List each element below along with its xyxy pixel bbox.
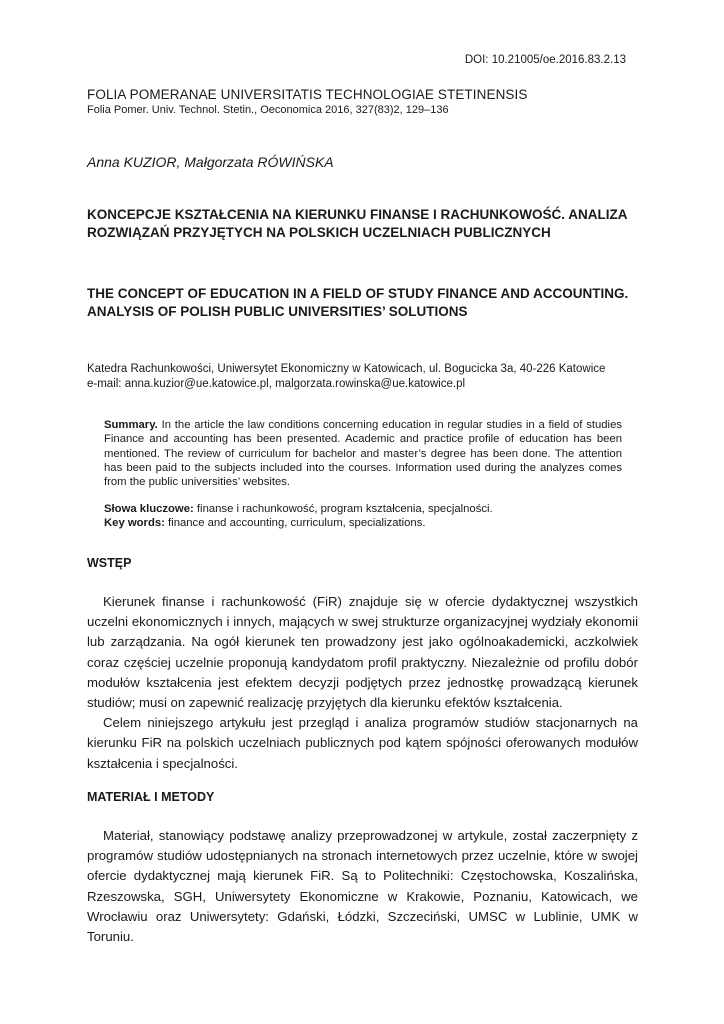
section-methods-body [87,826,638,947]
section-intro-body [87,592,638,774]
summary-label: Summary. [104,419,158,431]
keywords-english-label: Key words: [104,517,165,530]
methods-paragraph-1: Materiał, stanowiący podstawę analizy przeprowadzonej w artykule, został zaczerpnięty z programów studiów udostępnianych na stronach internetowych przez uczelnie, które w swojej ofercie dydaktycznej mają kierunek FiR. Są to Politechniki: Częstochowska, Koszalińska, Rzeszowska, SGH, Uniwersytety Ekonomiczne w Krakowie, Poznaniu, Katowicach, we Wrocławiu oraz Uniwersytety: Gdański, Łódzki, Szczeciński, UMSC w Lublinie, UMK w Toruniu. [87,828,638,945]
keywords-polish-label: Słowa kluczowe: [104,503,194,515]
summary [104,418,622,489]
section-heading-intro: WSTĘP [87,556,132,570]
intro-paragraph-1: Kierunek finanse i rachunkowość (FiR) znajduje się w ofercie dydaktycznej wszystkich uczelni ekonomicznych i innych, mających w swej strukturze organizacyjnej wydziały ekonomii lub zarządzania. Na ogół kierunek ten prowadzony jest jako ogólnoakademicki, aczkolwiek coraz częściej uczelnie proponują kandydatom profil praktyczny. Niezależnie od profilu dobór modułów kształcenia jest efektem decyzji podjętych przez jednostkę prowadzącą kierunek studiów; musi on zapewnić realizację przyjętych dla kierunku efektów kształcenia. [87,594,638,711]
keywords-english-text: finance and accounting, curriculum, specializations. [164,517,426,530]
affiliation-email: e-mail: anna.kuzior@ue.katowice.pl, malgorzata.rowinska@ue.katowice.pl [87,377,466,390]
journal-header [87,86,647,118]
affiliation [87,362,647,391]
authors: Anna KUZIOR, Małgorzata RÓWIŃSKA [87,154,334,170]
doi: DOI: 10.21005/oe.2016.83.2.13 [464,54,626,66]
journal-title: FOLIA POMERANAE UNIVERSITATIS TECHNOLOGIAE STETINENSIS [87,87,528,102]
title-polish: KONCEPCJE KSZTAŁCENIA NA KIERUNKU FINANSE I RACHUNKOWOŚĆ. ANALIZA ROZWIĄZAŃ PRZYJĘTYCH NA POLSKICH UCZELNIACH PUBLICZNYCH [87,207,627,240]
keywords [104,502,622,531]
title-english: THE CONCEPT OF EDUCATION IN A FIELD OF STUDY FINANCE AND ACCOUNTING. ANALYSIS OF POLISH PUBLIC UNIVERSITIES’ SOLUTIONS [87,286,629,319]
keywords-polish-text: finanse i rachunkowość, program kształcenia, specjalności. [193,503,493,515]
keywords-english [104,516,622,530]
affiliation-address: Katedra Rachunkowości, Uniwersytet Ekonomiczny w Katowicach, ul. Bogucicka 3a, 40-226 Katowice [87,363,606,375]
keywords-polish [104,502,622,516]
intro-paragraph-2: Celem niniejszego artykułu jest przegląd i analiza programów studiów stacjonarnych na kierunku FiR na polskich uczelniach publicznych pod kątem spójności oferowanych modułów kształcenia i specjalności. [87,715,638,771]
journal-reference: Folia Pomer. Univ. Technol. Stetin., Oeconomica 2016, 327(83)2, 129–136 [87,104,449,116]
section-heading-methods: MATERIAŁ I METODY [87,790,215,804]
summary-text: In the article the law conditions concerning education in regular studies in a field of studies Finance and accounting has been presented. Academic and practice profile of education has been mentioned. The review of curriculum for bachelor and master’s degree has been done. The attention has been paid to the subjects included into the courses. Information used during the analyzes comes from the public universities’ websites. [104,419,622,489]
